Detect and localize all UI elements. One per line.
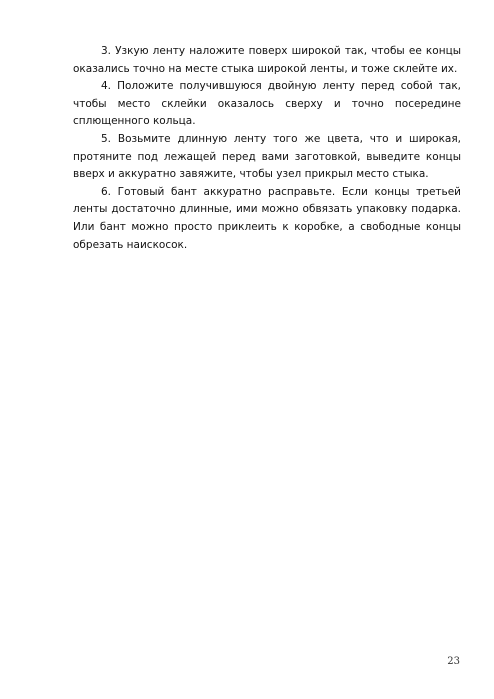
paragraph-step-6: 6. Готовый бант аккуратно расправьте. Если концы третьей ленты достаточно длинные, ими можно обвязать упаковку подарка. Или бант можно просто приклеить к коробке, а свободные концы обрезать наискосок. [73, 185, 461, 251]
paragraph-step-4: 4. Положите получившуюся двойную ленту перед собой так, чтобы место склейки оказалось сверху и точно посередине сплющенного кольца. [73, 80, 461, 128]
document-body [73, 43, 461, 254]
paragraph-step-5: 5. Возьмите длинную ленту того же цвета, что и широкая, протяните под лежащей перед вами заготовкой, выведите концы вверх и аккуратно завяжите, чтобы узел прикрыл место стыка. [73, 132, 461, 181]
paragraph-step-3: 3. Узкую ленту наложите поверх широкой так, чтобы ее концы оказались точно на месте стыка широкой ленты, и тоже склейте их. [73, 45, 461, 75]
page-number: 23 [447, 656, 460, 667]
